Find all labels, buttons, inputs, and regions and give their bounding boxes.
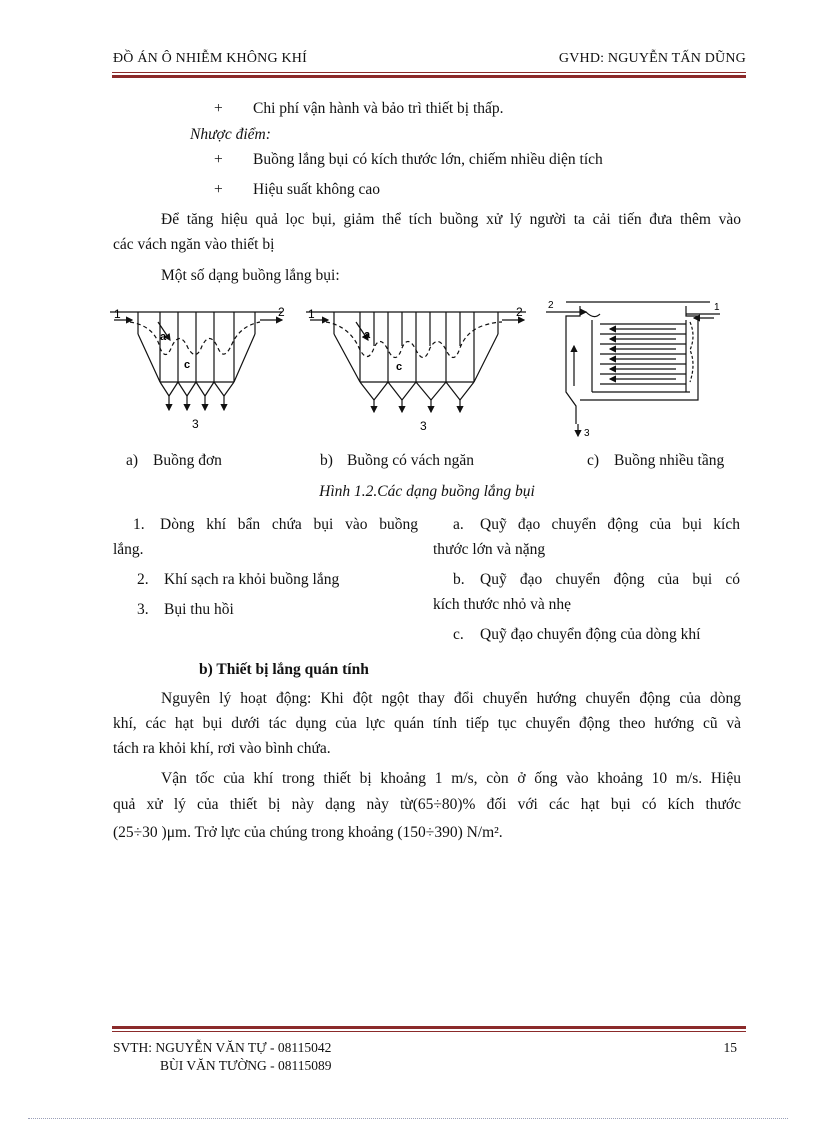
paragraph-line: (25÷30 )μm. Trở lực của chúng trong khoảng (150÷390) N/m². (113, 824, 503, 841)
advantage-item: Chi phí vận hành và bảo trì thiết bị thấp. (253, 100, 504, 117)
label-inlet: 1 (114, 307, 121, 321)
legend-letter: b. (453, 571, 465, 588)
legend-text: lắng. (113, 541, 144, 558)
subcaption-text: Buồng có vách ngăn (347, 452, 474, 469)
disadvantage-item: Hiệu suất không cao (253, 181, 380, 198)
footer-author-1: SVTH: NGUYỄN VĂN TỰ - 08115042 (113, 1040, 332, 1055)
intro-types: Một số dạng buồng lắng bụi: (161, 267, 340, 284)
legend-num: 1. (133, 516, 145, 533)
label-outlet: 2 (516, 305, 523, 319)
header-left: ĐỒ ÁN Ô NHIỄM KHÔNG KHÍ (113, 51, 307, 66)
paragraph-line: Để tăng hiệu quả lọc bụi, giảm thể tích buồng xử lý người ta cải tiến đưa thêm vào (161, 211, 741, 228)
label-multi-dust: 3 (584, 428, 590, 439)
paragraph-line: các vách ngăn vào thiết bị (113, 236, 275, 253)
legend-text: Quỹ đạo chuyển động của dòng khí (480, 626, 701, 643)
legend-letter: a. (453, 516, 464, 533)
label-multi-in: 1 (714, 302, 720, 313)
label-trajectory-c: c (184, 359, 191, 371)
paragraph-line: Vận tốc của khí trong thiết bị khoảng 1 m/s, còn ở ống vào khoảng 10 m/s. Hiệu (161, 770, 741, 787)
legend-text: Quỹ đạo chuyển động của bụi có (480, 571, 740, 588)
legend-text: thước lớn và nặng (433, 541, 546, 558)
footer-rule-thick (112, 1026, 746, 1029)
label-collected: 3 (192, 417, 199, 431)
bullet-plus: + (214, 151, 223, 168)
page-number: 15 (723, 1040, 737, 1055)
subcaption-letter: b) (320, 452, 333, 469)
baffled-chamber-diagram (306, 312, 526, 412)
disadvantages-heading: Nhược điểm: (190, 126, 271, 143)
label-trajectory-a: a (160, 331, 167, 343)
label-collected: 3 (420, 419, 427, 433)
paragraph-line: quả xử lý của thiết bị này dạng này từ(65÷80)% đối với các hạt bụi có kích thước (113, 796, 741, 813)
paragraph-line: Nguyên lý hoạt động: Khi đột ngột thay đổi chuyển hướng chuyển động của dòng (161, 690, 741, 707)
paragraph-line: tách ra khỏi khí, rơi vào bình chứa. (113, 740, 331, 757)
label-trajectory-c: c (396, 361, 403, 373)
bullet-plus: + (214, 181, 223, 198)
subcaption-text: Buồng đơn (153, 452, 222, 469)
footer-rule-thin (112, 1031, 746, 1032)
section-title: b) Thiết bị lắng quán tính (199, 661, 369, 678)
legend-num: 2. (137, 571, 149, 588)
multi-tray-chamber-diagram (546, 302, 720, 436)
label-outlet: 2 (278, 305, 285, 319)
label-multi-out: 2 (548, 300, 554, 311)
footer-author-2: BÙI VĂN TƯỜNG - 08115089 (160, 1058, 332, 1073)
legend-text: Quỹ đạo chuyển động của bụi kích (480, 516, 740, 533)
subcaption-letter: c) (587, 452, 600, 469)
settling-chamber-figure (110, 296, 750, 446)
legend-num: 3. (137, 601, 149, 618)
legend-text: kích thước nhỏ và nhẹ (433, 596, 571, 613)
header-rule-thin (112, 72, 746, 73)
legend-text: Bụi thu hồi (164, 601, 234, 618)
header-right: GVHD: NGUYỄN TẤN DŨNG (558, 51, 746, 66)
disadvantage-item: Buồng lắng bụi có kích thước lớn, chiếm nhiều diện tích (253, 151, 603, 168)
legend-text: Khí sạch ra khỏi buồng lắng (164, 571, 340, 588)
legend-letter: c. (453, 626, 464, 643)
paragraph-line: khí, các hạt bụi dưới tác dụng của lực quán tính tiếp tục chuyển động theo hướng cũ và (113, 715, 741, 732)
page-edge-dotted (28, 1118, 788, 1119)
figure-caption: Hình 1.2.Các dạng buồng lắng bụi (319, 483, 535, 500)
subcaption-letter: a) (126, 452, 139, 469)
label-inlet: 1 (308, 307, 315, 321)
label-trajectory-a: a (364, 329, 371, 341)
single-chamber-diagram (110, 312, 282, 410)
header-rule-thick (112, 75, 746, 78)
legend-text: Dòng khí bẩn chứa bụi vào buồng (160, 516, 418, 533)
subcaption-text: Buồng nhiều tầng (614, 452, 725, 469)
bullet-plus: + (214, 100, 223, 117)
